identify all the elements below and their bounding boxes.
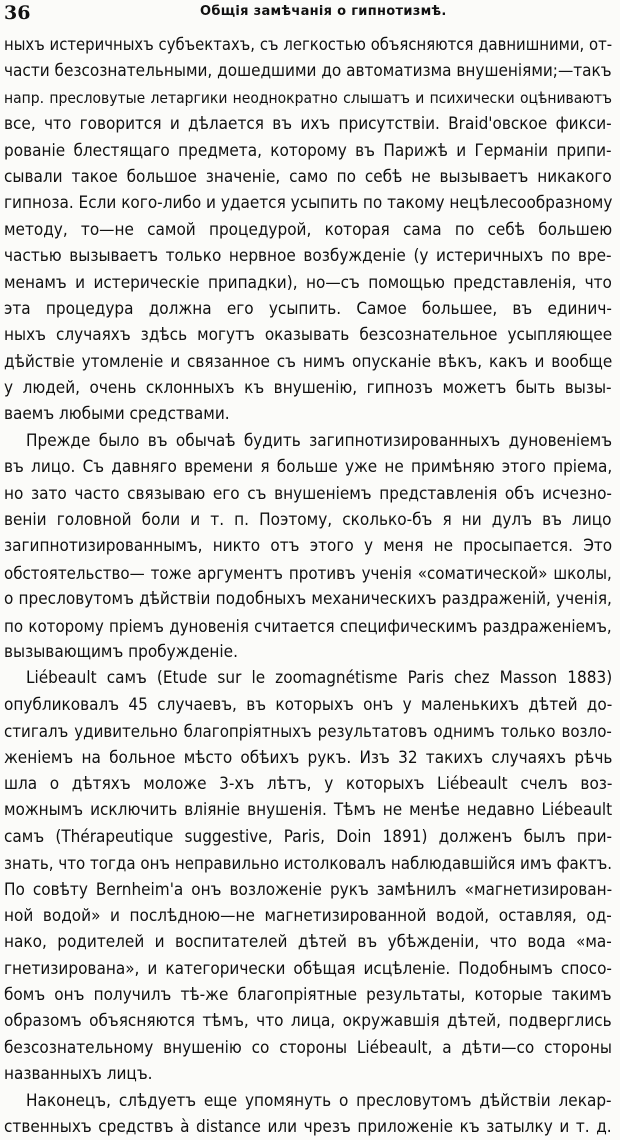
text-line: [4, 507, 612, 533]
text-line: [4, 824, 612, 850]
text-line: [4, 58, 612, 84]
text-line-content: гипноза. Если кого-либо и удается усыпить по такому нецѣлесообразному: [4, 193, 612, 214]
text-line: [4, 956, 612, 982]
text-line-content: безсознательному внушенію со стороны Liébeault, а дѣти—со стороны: [4, 1037, 612, 1058]
text-line: [4, 349, 612, 375]
text-line: [4, 32, 612, 58]
text-line: [4, 138, 612, 164]
text-line-content: знать, что тогда онъ неправильно истолковалъ наблюдавшійся имъ фактъ.: [4, 853, 612, 874]
text-line: [4, 718, 612, 744]
text-line: [4, 692, 612, 718]
text-line-content: ственныхъ средствъ à distance или чрезъ приложеніе къ затылку и т. д.: [4, 1117, 612, 1138]
text-line: [4, 586, 612, 612]
text-line: [4, 850, 612, 876]
text-line-content: бомъ онъ получилъ тѣ-же благопріятные результаты, которые такимъ: [4, 985, 612, 1006]
body-text: [4, 32, 612, 1140]
text-line: [4, 533, 612, 559]
text-line-content: образомъ объясняются тѣмъ, что лица, окружавшія дѣтей, подверглись: [4, 1011, 612, 1032]
text-line-content: ваемъ любыми средствами.: [4, 404, 230, 425]
page-number: 36: [4, 2, 31, 24]
text-line-content: обстоятельство— тоже аргументъ противъ ученія «соматической» школы,: [4, 562, 612, 583]
text-line-content: напр. пресловутые летаргики неоднократно слышатъ и психически оцѣниваютъ: [4, 88, 612, 107]
text-line: [4, 454, 612, 480]
text-line-content: можнымъ исключить вліяніе внушенія. Тѣмъ не менѣе недавно Liébeault: [4, 800, 612, 821]
text-line: [4, 322, 612, 348]
text-line-content: стигалъ удивительно благопріятныхъ результатовъ однимъ только возло-: [4, 721, 612, 742]
text-line-content: ныхъ случаяхъ здѣсь могутъ оказывать безсознательное усыпляющее: [4, 325, 612, 346]
text-line-content: Liébeault самъ (Etude sur le zoomagnétisme Paris chez Masson 1883): [26, 668, 612, 689]
text-line-content: сывали такое большое значеніе, само по себѣ не вызываетъ никакого: [4, 166, 612, 187]
text-line: [4, 771, 612, 797]
text-line: [4, 745, 612, 771]
text-line-content: рованіе блестящаго предмета, которому въ Парижѣ и Германіи припи-: [4, 140, 612, 161]
text-line-content: ныхъ истеричныхъ субъектахъ, съ легкостью объясняются давнишними, от-: [4, 35, 612, 54]
text-line: [4, 1061, 612, 1087]
text-line-content: загипнотизированнымъ, никто отъ этого у меня не просыпается. Это: [4, 536, 612, 557]
text-line: [4, 1088, 612, 1114]
text-line-content: методу, то—не самой процедурой, которая сама по себѣ большею: [4, 219, 612, 240]
text-line: [4, 797, 612, 823]
text-line-content: но зато часто связываю его съ внушеніемъ представленія объ исчезно-: [4, 483, 612, 504]
text-line-content: менамъ и истерическіе припадки), но—съ помощью представленія, что: [4, 272, 612, 293]
text-line-content: шла о дѣтяхъ моложе 3-хъ лѣтъ, у которыхъ Liébeault счелъ воз-: [4, 773, 612, 794]
text-line: [4, 190, 612, 216]
text-line-content: Прежде было въ обычаѣ будить загипнотизированныхъ дуновеніемъ: [26, 430, 612, 451]
text-line: [4, 982, 612, 1008]
text-line-content: Наконецъ, слѣдуетъ еще упомянуть о пресловутомъ дѣйствіи лекар-: [26, 1090, 612, 1111]
page-header: [0, 0, 620, 30]
text-line: [4, 665, 612, 691]
text-line-content: По совѣту Bernheim'а онъ возложеніе рукъ замѣнилъ «магнетизирован-: [4, 879, 612, 900]
text-line: [4, 428, 612, 454]
text-line-content: части безсознательными, дошедшими до автоматизма внушеніями;—такъ: [4, 61, 612, 82]
text-line-content: женіемъ на больное мѣсто обѣихъ рукъ. Изъ 32 такихъ случаяхъ рѣчь: [4, 747, 612, 768]
text-line: [4, 164, 612, 190]
text-line-content: ной водой» и послѣдною—не магнетизированной водой, оставляя, од-: [4, 905, 612, 926]
text-line-content: нако, родителей и воспитателей дѣтей въ убѣжденіи, что вода «ма-: [4, 932, 612, 953]
text-line: [4, 929, 612, 955]
text-line: [4, 481, 612, 507]
text-line: [4, 85, 612, 111]
text-line-content: частью вызываетъ только нервное возбужденіе (у истеричныхъ по вре-: [4, 246, 612, 267]
text-line: [4, 877, 612, 903]
text-line-content: названныхъ лицъ.: [4, 1064, 153, 1085]
text-line: [4, 401, 612, 427]
text-line: [4, 560, 612, 586]
text-line-content: о пресловутомъ дѣйствіи подобныхъ механическихъ раздраженій, ученія,: [4, 589, 612, 610]
running-head: Общія замѣчанія о гипнотизмѣ.: [200, 4, 447, 19]
text-line-content: вызывающимъ пробужденіе.: [4, 641, 238, 662]
text-line: [4, 243, 612, 269]
text-line: [4, 639, 612, 665]
text-line: [4, 903, 612, 929]
text-line-content: у людей, очень склонныхъ къ внушенію, гипнозъ можетъ быть вызы-: [4, 378, 612, 399]
text-line-content: опубликовалъ 45 случаевъ, въ которыхъ онъ у маленькихъ дѣтей до-: [4, 694, 612, 715]
text-line: [4, 613, 612, 639]
text-line-content: дѣйствіе утомленіе и связанное съ нимъ опусканіе вѣкъ, какъ и вообще: [4, 351, 612, 372]
text-line: [4, 1114, 612, 1140]
text-line-content: самъ (Thérapeutique suggestive, Paris, Doin 1891) долженъ былъ при-: [4, 826, 612, 847]
text-line: [4, 296, 612, 322]
text-line: [4, 270, 612, 296]
text-line: [4, 111, 612, 137]
text-line: [4, 217, 612, 243]
text-line-content: все, что говорится и дѣлается въ ихъ присутствіи. Braid'овское фикси-: [4, 114, 612, 135]
text-line: [4, 1035, 612, 1061]
text-line-content: въ лицо. Съ давняго времени я больше уже не примѣняю этого пріема,: [4, 457, 612, 478]
text-line-content: эта процедура должна его усыпить. Самое большее, въ единич-: [4, 298, 612, 319]
text-line: [4, 375, 612, 401]
text-line-content: веніи головной боли и т. п. Поэтому, сколько-бъ я ни дулъ въ лицо: [4, 510, 612, 531]
text-line-content: гнетизирована», и категорически обѣщая исцѣленіе. Подобнымъ спосо-: [4, 958, 612, 979]
text-line: [4, 1008, 612, 1034]
text-line-content: по которому пріемъ дуновенія считается специфическимъ раздраженіемъ,: [4, 615, 612, 636]
